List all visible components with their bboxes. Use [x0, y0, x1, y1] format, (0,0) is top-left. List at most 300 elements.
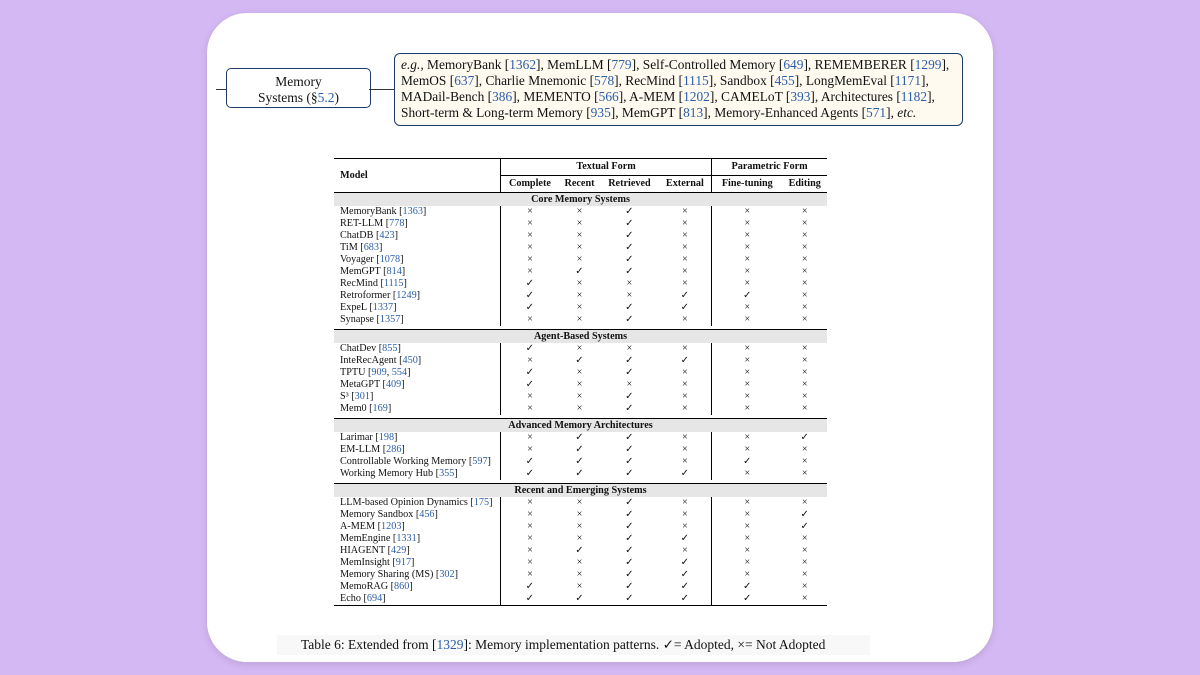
model-ref[interactable]: 778: [389, 218, 405, 229]
check-mark: ✓: [501, 278, 559, 290]
ref-close: ]: [422, 206, 427, 217]
ref-close: ]: [409, 581, 413, 592]
model-ref[interactable]: 814: [386, 266, 402, 277]
check-mark: ✓: [680, 569, 690, 580]
check-mark: ✓: [501, 367, 559, 379]
check-mark: ✓: [625, 403, 634, 414]
cross-mark: ×: [682, 278, 688, 289]
cross-mark: ×: [801, 545, 808, 556]
model-name-cell: [334, 314, 501, 326]
cross-mark: ×: [801, 314, 808, 325]
cross-mark: ×: [576, 557, 583, 568]
check-mark: ✓: [680, 290, 690, 301]
model-ref[interactable]: 1203: [381, 521, 402, 532]
memory-table: [334, 158, 827, 606]
leaf-item-name: MEMENTO [: [523, 89, 599, 104]
ref-close: ]: [407, 367, 411, 378]
check-mark: ✓: [501, 290, 559, 302]
cross-mark: ×: [801, 468, 808, 479]
model-ref[interactable]: 1337: [372, 302, 394, 313]
cross-mark: ×: [801, 569, 808, 580]
ref-close: ]: [394, 432, 398, 443]
cross-mark: ×: [576, 521, 583, 532]
model-ref[interactable]: 302: [439, 569, 455, 580]
table-row: [334, 266, 827, 278]
cross-mark: ×: [501, 403, 559, 415]
check-mark: ✓: [625, 444, 634, 455]
model-name-cell: [334, 254, 501, 266]
model-name: Working Memory Hub [: [340, 468, 440, 479]
leaf-item-name: MemLLM [: [547, 57, 612, 72]
cross-mark: ×: [801, 391, 808, 402]
leaf-item-name: REMEMBERER [: [814, 57, 915, 72]
model-ref[interactable]: 1331: [396, 533, 417, 544]
cross-mark: ×: [501, 206, 559, 218]
cross-mark: ×: [682, 521, 688, 532]
cross-mark: ×: [576, 278, 583, 289]
cross-mark: ×: [712, 242, 783, 254]
leaf-item-ref[interactable]: 386: [492, 89, 513, 104]
check-mark: ✓: [501, 456, 559, 468]
model-name: InteRecAgent [: [340, 355, 403, 366]
leaf-item-ref[interactable]: 1362: [509, 57, 537, 72]
check-mark: ✓: [625, 521, 634, 532]
check-mark: ✓: [575, 456, 584, 467]
model-name: TPTU [: [340, 367, 372, 378]
model-name: Controllable Working Memory [: [340, 456, 473, 467]
check-mark: ✓: [625, 456, 634, 467]
model-name: MemInsight [: [340, 557, 396, 568]
check-mark: ✓: [625, 497, 634, 508]
cross-mark: ×: [712, 230, 783, 242]
ref-close: ]: [454, 468, 458, 479]
leaf-item-sep: ],: [512, 89, 524, 104]
cross-mark: ×: [782, 593, 827, 606]
cross-mark: ×: [501, 497, 559, 509]
cross-mark: ×: [682, 509, 688, 520]
ref-close: ]: [411, 557, 415, 568]
cross-mark: ×: [682, 206, 688, 217]
ref-close: ]: [369, 391, 374, 402]
leaf-item-name: MADail-Bench [: [401, 89, 493, 104]
leaf-item-name: Memory-Enhanced Agents [: [714, 105, 867, 120]
check-mark: ✓: [625, 218, 634, 229]
check-mark: ✓: [575, 468, 584, 479]
cross-mark: ×: [576, 403, 583, 414]
section-link[interactable]: 5.2: [317, 90, 335, 105]
model-name: LLM-based Opinion Dynamics [: [340, 497, 474, 508]
leaf-item-sep: ],: [803, 57, 815, 72]
ref-close: ]: [393, 302, 397, 313]
leaf-item-name: MemGPT [: [621, 105, 684, 120]
model-name-cell: [334, 343, 501, 355]
model-ref[interactable]: 1249: [396, 290, 417, 301]
caption-ref[interactable]: 1329: [436, 637, 464, 652]
cross-mark: ×: [682, 379, 688, 390]
table-row: [334, 557, 827, 569]
cross-mark: ×: [801, 456, 808, 467]
check-mark: ✓: [625, 314, 634, 325]
table-row: [334, 545, 827, 557]
check-mark: ✓: [625, 581, 634, 592]
cross-mark: ×: [712, 569, 783, 581]
cross-mark: ×: [501, 509, 559, 521]
leaf-item-name: LongMemEval [: [805, 73, 895, 88]
leaf-item-sep: ],: [921, 73, 929, 88]
cross-mark: ×: [801, 266, 808, 277]
cross-mark: ×: [682, 432, 688, 443]
model-name-cell: [334, 432, 501, 444]
model-name-cell: [334, 581, 501, 593]
cross-mark: ×: [682, 230, 688, 241]
model-ref[interactable]: 286: [386, 444, 402, 455]
cross-mark: ×: [576, 367, 583, 378]
check-mark: ✓: [575, 444, 584, 455]
cross-mark: ×: [576, 581, 583, 592]
cross-mark: ×: [682, 497, 688, 508]
leaf-item-name: CAMELoT [: [721, 89, 791, 104]
cross-mark: ×: [801, 355, 808, 366]
model-ref[interactable]: 855: [382, 343, 398, 354]
table-caption: [277, 635, 870, 655]
leaf-item-ref[interactable]: 578: [594, 73, 615, 88]
model-name: EM-LLM [: [340, 444, 387, 455]
table-row: [334, 432, 827, 444]
leaf-item-ref[interactable]: 1115: [682, 73, 709, 88]
model-name: Memory Sandbox [: [340, 509, 420, 520]
leaf-item-sep: ],: [794, 73, 806, 88]
cross-mark: ×: [501, 355, 559, 367]
leaf-item-ref[interactable]: 637: [454, 73, 475, 88]
table-row: [334, 290, 827, 302]
cross-mark: ×: [501, 432, 559, 444]
leaf-item-ref[interactable]: 649: [783, 57, 804, 72]
leaf-outro: etc.: [897, 105, 917, 120]
cross-mark: ×: [712, 367, 783, 379]
model-name: ChatDev [: [340, 343, 383, 354]
cross-mark: ×: [576, 242, 583, 253]
group-header-parametric-label: Parametric Form: [731, 161, 808, 172]
sub-header-recent: Recent: [559, 176, 600, 193]
model-name: MetaGPT [: [340, 379, 386, 390]
cross-mark: ×: [801, 497, 808, 508]
model-ref[interactable]: 917: [395, 557, 412, 568]
check-mark: ✓: [800, 432, 810, 443]
check-mark: ✓: [680, 557, 690, 568]
model-ref[interactable]: 1363: [402, 206, 423, 217]
leaf-item-name: Sandbox [: [719, 73, 775, 88]
memory-patterns-table: [334, 158, 827, 606]
table-row: [334, 242, 827, 254]
model-name-cell: [334, 533, 501, 545]
cross-mark: ×: [712, 254, 783, 266]
model-name-cell: [334, 379, 501, 391]
table-row: [334, 533, 827, 545]
model-name-cell: [334, 456, 501, 468]
model-ref[interactable]: 554: [391, 367, 408, 378]
model-name-cell: [334, 266, 501, 278]
table-row: [334, 468, 827, 480]
leaf-item-ref[interactable]: 455: [774, 73, 795, 88]
leaf-item-ref[interactable]: 571: [866, 105, 887, 120]
table-row: [334, 444, 827, 456]
model-name-cell: [334, 569, 501, 581]
ref-close: ]: [406, 545, 410, 556]
cross-mark: ×: [682, 218, 688, 229]
model-name: MemoRAG [: [340, 581, 395, 592]
cross-mark: ×: [801, 218, 808, 229]
group-header-textual-label: Textual Form: [576, 161, 636, 172]
model-ref[interactable]: 456: [419, 509, 435, 520]
leaf-item-ref[interactable]: 1171: [894, 73, 922, 88]
model-name: MemoryBank [: [340, 206, 403, 217]
model-name-cell: [334, 230, 501, 242]
table-row: [334, 218, 827, 230]
tree-connector-right: [369, 89, 395, 90]
check-mark: ✓: [680, 355, 690, 366]
section-title: Core Memory Systems: [334, 193, 827, 207]
cross-mark: ×: [801, 254, 808, 265]
model-ref[interactable]: 597: [472, 456, 488, 467]
check-mark: ✓: [625, 432, 634, 443]
ref-close: ]: [454, 569, 459, 580]
model-name: S³ [: [340, 391, 355, 402]
cross-mark: ×: [626, 379, 633, 390]
cross-mark: ×: [712, 379, 783, 391]
check-mark: ✓: [575, 432, 584, 443]
cross-mark: ×: [501, 218, 559, 230]
leaf-item-ref[interactable]: 566: [598, 89, 619, 104]
leaf-item-name: A-MEM [: [629, 89, 684, 104]
cross-mark: ×: [501, 254, 559, 266]
check-mark: ✓: [625, 557, 634, 568]
section-title: Recent and Emerging Systems: [334, 484, 827, 498]
leaf-item-sep: ],: [709, 89, 722, 104]
cross-mark: ×: [501, 444, 559, 456]
model-name-cell: [334, 593, 501, 606]
cross-mark: ×: [801, 444, 808, 455]
cross-mark: ×: [712, 343, 783, 355]
check-mark: ✓: [501, 302, 559, 314]
check-mark: ✓: [501, 593, 559, 606]
cross-mark: ×: [682, 266, 688, 277]
check-mark: ✓: [625, 254, 634, 265]
cross-mark: ×: [576, 509, 583, 520]
caption-prefix: Table 6: Extended from [: [301, 637, 437, 652]
model-ref[interactable]: 1115: [383, 278, 404, 289]
sub-header-complete: Complete: [501, 176, 559, 193]
cross-mark: ×: [576, 343, 583, 354]
leaf-item-ref[interactable]: 1202: [683, 89, 710, 104]
cross-mark: ×: [801, 206, 808, 217]
table-row: [334, 581, 827, 593]
model-ref[interactable]: 355: [439, 468, 455, 479]
cross-mark: ×: [712, 302, 783, 314]
model-name: RET-LLM [: [340, 218, 390, 229]
model-name: RecMind [: [340, 278, 384, 289]
section-row: [334, 330, 827, 344]
model-ref[interactable]: 169: [372, 403, 388, 414]
model-ref[interactable]: 909: [371, 367, 387, 378]
section-row: [334, 419, 827, 433]
check-mark: ✓: [575, 266, 584, 277]
cross-mark: ×: [682, 314, 688, 325]
check-mark: ✓: [625, 545, 634, 556]
check-mark: ✓: [625, 468, 634, 479]
leaf-item-ref[interactable]: 1182: [900, 89, 928, 104]
model-name-cell: [334, 545, 501, 557]
check-mark: ✓: [575, 355, 584, 366]
cross-mark: ×: [712, 355, 783, 367]
cross-mark: ×: [712, 545, 783, 557]
ref-close: ]: [397, 343, 401, 354]
cross-mark: ×: [576, 314, 583, 325]
cross-mark: ×: [712, 557, 783, 569]
ref-close: ]: [382, 593, 386, 604]
ref-sep: ,: [386, 367, 392, 378]
cross-mark: ×: [801, 403, 808, 414]
check-mark: ✓: [625, 391, 634, 402]
table-row: [334, 343, 827, 355]
check-mark: ✓: [625, 355, 634, 366]
cross-mark: ×: [682, 391, 688, 402]
cross-mark: ×: [682, 254, 688, 265]
check-mark: ✓: [680, 468, 690, 479]
model-ref[interactable]: 423: [379, 230, 395, 241]
sub-header-fine-tuning: Fine-tuning: [712, 176, 783, 193]
model-name: Echo [: [340, 593, 367, 604]
check-mark: ✓: [800, 509, 810, 520]
leaf-item-sep: ],: [810, 89, 821, 104]
table-row: [334, 569, 827, 581]
cross-mark: ×: [712, 444, 783, 456]
cross-mark: ×: [576, 302, 583, 313]
model-name: Memory Sharing (MS) [: [340, 569, 440, 580]
leaf-item-sep: ],: [536, 57, 548, 72]
leaf-item-ref[interactable]: 779: [611, 57, 632, 72]
cross-mark: ×: [682, 367, 688, 378]
model-header: Model: [334, 159, 501, 193]
cross-mark: ×: [682, 456, 688, 467]
cross-mark: ×: [576, 533, 583, 544]
table-row: [334, 278, 827, 290]
model-name-cell: [334, 521, 501, 533]
cross-mark: ×: [712, 206, 783, 218]
cross-mark: ×: [682, 444, 688, 455]
section-title: Advanced Memory Architectures: [334, 419, 827, 433]
model-name: Retroformer [: [340, 290, 397, 301]
cross-mark: ×: [501, 314, 559, 326]
cross-mark: ×: [801, 302, 808, 313]
model-ref[interactable]: 1078: [379, 254, 401, 265]
model-ref[interactable]: 860: [394, 581, 410, 592]
model-ref[interactable]: 198: [378, 432, 395, 443]
model-name: ExpeL [: [340, 302, 373, 313]
cross-mark: ×: [712, 314, 783, 326]
cross-mark: ×: [712, 391, 783, 403]
leaf-item-name: Architectures [: [820, 89, 901, 104]
check-mark: ✓: [712, 593, 783, 606]
cross-mark: ×: [501, 533, 559, 545]
check-mark: ✓: [712, 290, 783, 302]
model-ref[interactable]: 450: [402, 355, 418, 366]
model-name-cell: [334, 218, 501, 230]
check-mark: ✓: [680, 581, 690, 592]
cross-mark: ×: [682, 545, 688, 556]
table-row: [334, 254, 827, 266]
model-ref[interactable]: 301: [354, 391, 370, 402]
leaf-item-sep: ],: [614, 73, 626, 88]
cross-mark: ×: [712, 497, 783, 509]
cross-mark: ×: [501, 230, 559, 242]
model-ref[interactable]: 694: [366, 593, 383, 604]
sub-header-retrieved: Retrieved: [600, 176, 658, 193]
caption-suffix: ]: Memory implementation patterns. ✓= Adopted, ×= Not Adopted: [463, 637, 826, 652]
model-ref[interactable]: 1357: [379, 314, 401, 325]
check-mark: ✓: [712, 456, 783, 468]
ref-close: ]: [400, 314, 404, 325]
leaf-item-ref[interactable]: 935: [590, 105, 611, 120]
cross-mark: ×: [626, 278, 633, 289]
model-name: ChatDB [: [340, 230, 380, 241]
cross-mark: ×: [576, 379, 583, 390]
sub-header-external: External: [659, 176, 712, 193]
cross-mark: ×: [576, 230, 583, 241]
leaf-item-ref[interactable]: 1299: [914, 57, 942, 72]
leaf-item-ref[interactable]: 393: [790, 89, 811, 104]
leaf-item-name: RecMind [: [625, 73, 683, 88]
leaf-item-sep: ],: [941, 57, 950, 72]
model-name-cell: [334, 302, 501, 314]
cross-mark: ×: [576, 218, 583, 229]
leaf-item-ref[interactable]: 813: [683, 105, 704, 120]
check-mark: ✓: [625, 206, 634, 217]
model-name: MemGPT [: [340, 266, 387, 277]
check-mark: ✓: [625, 302, 634, 313]
cross-mark: ×: [801, 343, 808, 354]
table-row: [334, 403, 827, 415]
check-mark: ✓: [625, 569, 634, 580]
ref-close: ]: [434, 509, 438, 520]
cross-mark: ×: [801, 230, 808, 241]
ref-close: ]: [401, 379, 405, 390]
model-name-cell: [334, 468, 501, 480]
model-ref[interactable]: 429: [391, 545, 407, 556]
leaf-item-sep: ],: [474, 73, 486, 88]
section-row: [334, 193, 827, 207]
cross-mark: ×: [801, 379, 808, 390]
table-row: [334, 230, 827, 242]
model-ref[interactable]: 175: [473, 497, 490, 508]
ref-close: ]: [378, 242, 383, 253]
ref-close: ]: [403, 278, 407, 289]
model-name-cell: [334, 367, 501, 379]
model-ref[interactable]: 409: [385, 379, 402, 390]
model-ref[interactable]: 683: [363, 242, 379, 253]
table-row: [334, 593, 827, 606]
ref-close: ]: [401, 444, 405, 455]
node-line1: Memory: [275, 74, 322, 89]
check-mark: ✓: [712, 581, 783, 593]
cross-mark: ×: [576, 497, 583, 508]
leaf-item-sep: ],: [927, 89, 935, 104]
check-mark: ✓: [625, 230, 634, 241]
ref-close: ]: [489, 497, 493, 508]
model-name: HIAGENT [: [340, 545, 392, 556]
model-name: Voyager [: [340, 254, 380, 265]
check-mark: ✓: [501, 581, 559, 593]
cross-mark: ×: [801, 581, 808, 592]
